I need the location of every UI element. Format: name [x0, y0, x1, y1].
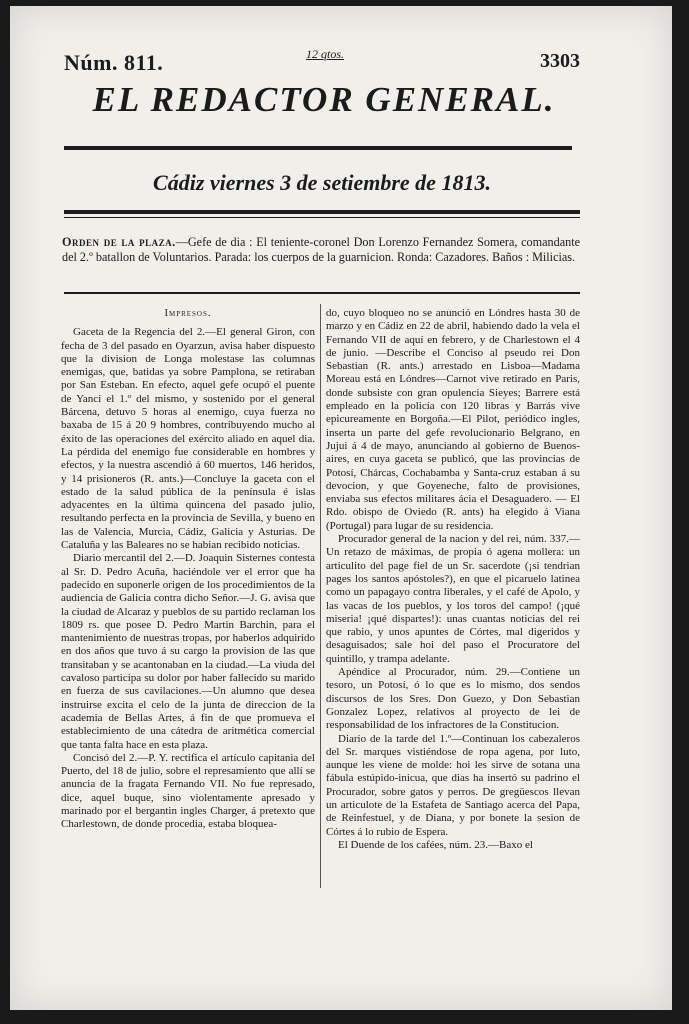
masthead-rule	[64, 146, 572, 150]
orden-lead: Orden de la plaza.	[62, 235, 176, 249]
issue-number: Núm. 811.	[64, 50, 164, 75]
section-rule	[64, 292, 580, 294]
orden-de-la-plaza	[62, 235, 580, 265]
column-divider	[320, 304, 321, 888]
paragraph-apendice: Apéndice al Procurador, núm. 29.—Contiene un tesoro, un Potosí, ó lo que es lo mismo, dos sendos discursos de los Sres. Don Guezo, y Don Sebastian Gonzalez Lopez, relativos al proyecto de lei de responsabilidad de los infractores de la Constitucion.	[326, 666, 580, 732]
right-column	[326, 307, 580, 852]
orden-text: —Gefe de dia : El teniente-coronel Don Lorenzo Fernandez Somera, comandante del 2.º batallon de Voluntarios. Parada: los cuerpos de la guarnicion. Ronda: Cazadores. Baños : Milicias.	[62, 235, 580, 264]
paragraph-procurador: Procurador general de la nacion y del rei, núm. 337.—Un retazo de máximas, de propia ó agena mollera: un articulito del page fiel de un Sr. sacerdote (¡si tendrian pages los santos apóstoles?), en que el picaruelo latinea como un papagayo contra liberales, y el café de Apolo, y las vacas de los pueblos, y los toros del campo! (¡qué miseria! ¡qué dispartes!): unas cuantas noticias del rei que rabio, y unos apuntes de Córtes, mal digeridos y desaguisados; sale hoi del paso el Procuratore del quintillo, y trampa adelante.	[326, 533, 580, 665]
left-column	[61, 307, 315, 832]
paragraph-diario-tarde: Diario de la tarde del 1.º—Continuan los cabezaleros del Sr. marques vistiéndose de ropa agena, por luto, aunque les viene de molde: hoi les sirve de sotana una fábula estúpido-inicua, que dias ha insertó su padrino el Procurador, sobre gatos y perros. De gregüescos llevan un articulote de la Estafeta de Santiago acerca del Papa, de Reinfestuel, y de Diana, y por bonete la sesion de Córtes á lo rubio de Espera.	[326, 732, 580, 838]
page-number: 3303	[540, 50, 580, 72]
paragraph-duende: El Duende de los cafées, núm. 23.—Baxo el	[338, 838, 533, 851]
paragraph-diario-mercantil: Diario mercantil del 2.—D. Joaquin Sisternes contesta al Sr. D. Pedro Acuña, haciéndole ver el error que ha padecido en suponerle origen de los procedimientos de la audiencia de Galicia contra dicho Señor.—J. G. avisa que la ciudad de Alcaraz y pueblos de su partido reclaman los 1809 rs. que posee D. Pedro Martin Barchin, para el mantenimiento de nuestras tropas, por haberlos adquirido en dos años que tuvo á su cargo la provision de las que transitaban y se acantonaban en la ciudad.—La viuda del cavaloso participa su dolor por haber fallecido su marido en fuerza de sus cavilaciones.—Un alumno que desea instruirse excita el celo de la junta de direccion de la academia de Bellas Artes, á fin de que promueva el establecimiento de una cátedra de aritmética comercial que tanta falta hace en esta plaza.	[61, 552, 315, 751]
dateline: Cádiz viernes 3 de setiembre de 1813.	[153, 170, 491, 195]
dateline-rule-thin	[64, 217, 580, 218]
paragraph-conciso: Concisó del 2.—P. Y. rectifica el artículo capitania del Puerto, del 18 de julio, sobre el represamiento que allí se anuncia de la fragata Fernando VII. No fue represado, dice, aquel buque, sino violentamente apresado y marinado por el bergantin ingles Charger, á pretexto que Charlestown, de donde procedia, estaba bloquea-	[61, 751, 315, 831]
issue-price: 12 qtos.	[306, 47, 345, 61]
dateline-rule-thick	[64, 210, 580, 214]
section-heading-impresos: Impresos.	[164, 308, 212, 319]
paragraph-gaceta: Gaceta de la Regencia del 2.—El general Giron, con fecha de 3 del pasado en Oyarzun, avisa haber dispuesto que la division de Longa molestase las columnas enemigas, que, batidas ya sobre Pamplona, se retiraban por San Esteban. En efecto, aquel gefe ocupó el puente de Yanci el 1.º del mismo, y sostenido por el general Bárcena, detuvo 5 horas al enemigo, cuya fuerza no baxaba de 15 á 20 9 hombres, contribuyendo mucho al éxito de las operaciones del exército aliado en aquel dia. La pérdida del enemigo fue considerable en hombres y efectos, y la nuestra ascendió á 60 muertos, 146 heridos, y 14 prisioneros (R. ants.)—Concluye la gaceta con el estado de la salud pública de la península é islas adyacentes en la última quincena del pasado julio, resultando perfecta en la provincia de Sevilla, y bueno en las de Valencia, Murcia, Cádiz, Galicia y Asturias. De Cataluña y las Baleares no se habian recibido noticias.	[61, 326, 315, 552]
paragraph-continuation: do, cuyo bloqueo no se anunció en Lóndres hasta 30 de marzo y en Cádiz en 22 de abril, habiendo dado la vela el Fernando VII de aquí en febrero, y de Charlestown el 4 de junio. —Describe el Conciso al pseudo rei Don Sebastian (R. ants.) arrestado en Lisboa—Madama Moreau está en Lóndres—Carnot vive retirado en Paris, donde subsiste con gran opulencia Sieyes; Barrere está empleado en la policía con 120 libras y Barrás vive epicureamente en Borgoña.—El Pilot, periódico ingles, inserta un parte del gefe revolucionario Belgrano, en Jujui á 4 de mayo, anunciando al gobierno de Buenos-aires, en cuya gaceta se publicó, que las provincias de Potosí, Chárcas, Cochabamba y Santa-cruz estaban á su devocion, y que Goyeneche, falto de provisiones, enviaba sus efectos militares ácia el Desaguadero. — El Rdo. obispo de Oviedo (R. ants) ha elegido á Viana (Portugal) para lugar de su residencia.	[326, 307, 580, 532]
masthead-title: EL REDACTOR GENERAL.	[92, 80, 556, 119]
header-row	[64, 47, 580, 80]
